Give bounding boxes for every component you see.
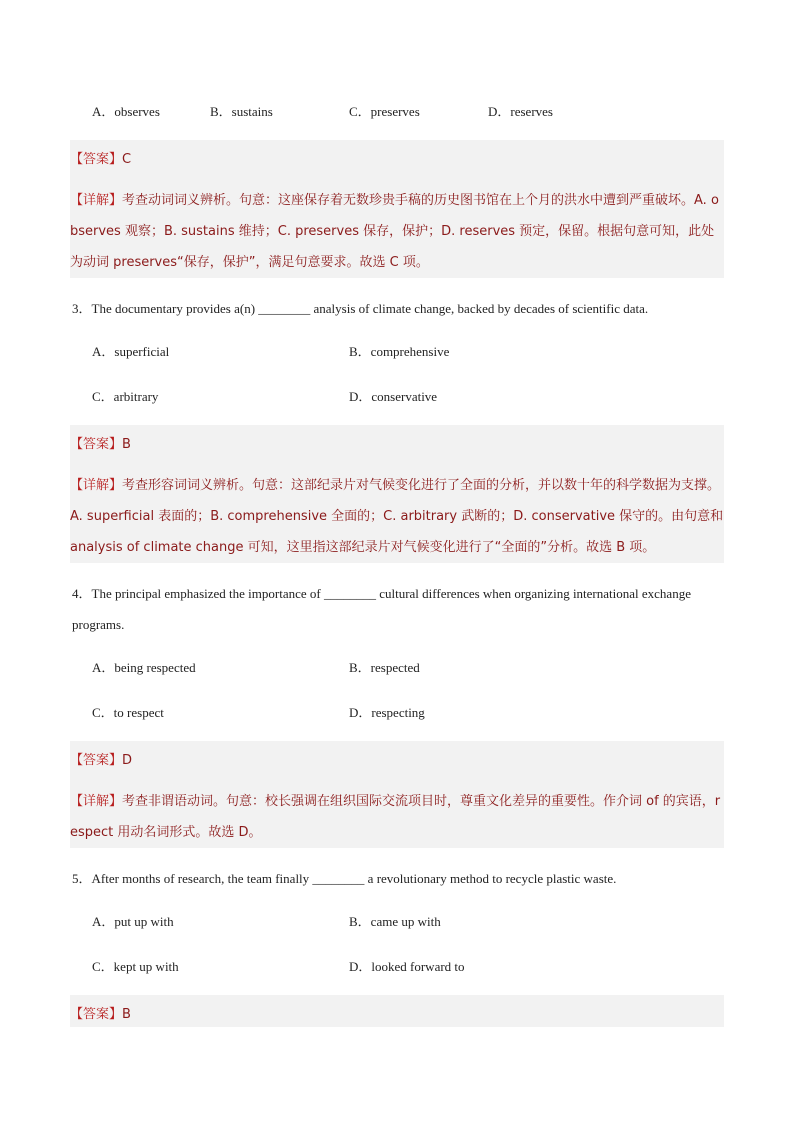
q3-detail-tag: 【详解】 (70, 478, 123, 493)
q3-detail (70, 470, 724, 563)
q5-option-c: C．kept up with (92, 959, 179, 974)
q5-answer-box (70, 995, 724, 1027)
q3-answer (70, 433, 131, 452)
q2-answer-value: C (122, 152, 132, 167)
q4-answer-value: D (122, 753, 133, 768)
q3-answer-value: B (122, 437, 131, 452)
q4-answer-tag: 【答案】 (70, 753, 123, 768)
q3-option-a: A．superficial (92, 344, 170, 359)
q4-option-d: D．respecting (349, 705, 425, 720)
q2-detail-tag: 【详解】 (70, 193, 123, 208)
q4-option-c: C．to respect (92, 705, 164, 720)
q4-answer (70, 749, 132, 768)
q3-option-d: D．conservative (349, 389, 438, 404)
q5-answer-tag: 【答案】 (70, 1007, 123, 1022)
q3-stem: 3．The documentary provides a(n) ________ analysis of climate change, backed by decades of scientific data. (72, 301, 649, 316)
q2-answer-tag: 【答案】 (70, 152, 123, 167)
q5-option-d: D．looked forward to (349, 959, 465, 974)
q2-option-d: D．reserves (488, 104, 553, 119)
q2-option-c: C．preserves (349, 104, 420, 119)
q2-option-a: A．observes (92, 104, 160, 119)
q4-option-a: A．being respected (92, 660, 196, 675)
q2-option-b: B．sustains (210, 104, 273, 119)
q5-option-b: B．came up with (349, 914, 441, 929)
q2-answer (70, 148, 131, 167)
q4-detail-text: 考查非谓语动词。句意：校长强调在组织国际交流项目时，尊重文化差异的重要性。作介词 of 的宾语，respect 用动名词形式。故选 D。 (70, 794, 721, 840)
q4-detail (70, 786, 724, 848)
q2-detail-text: 考查动词词义辨析。句意：这座保存着无数珍贵手稿的历史图书馆在上个月的洪水中遭到严重破坏。A. observes 观察；B. sustains 维持；C. preserves 保存，保护；D. reserves 预定，保留。根据句意可知，此处为动词 preserves“保存，保护”，满足句意要求。故选 C 项。 (70, 193, 719, 270)
q5-answer (70, 1003, 131, 1022)
q4-detail-tag: 【详解】 (70, 794, 123, 809)
q3-answer-tag: 【答案】 (70, 437, 123, 452)
q3-option-b: B．comprehensive (349, 344, 450, 359)
q3-option-c: C．arbitrary (92, 389, 159, 404)
q4-option-b: B．respected (349, 660, 420, 675)
q2-answer-box (70, 140, 724, 278)
q2-detail (70, 185, 724, 278)
q3-answer-box (70, 425, 724, 563)
q4-answer-box (70, 741, 724, 848)
q5-answer-value: B (122, 1007, 131, 1022)
q4-stem: 4．The principal emphasized the importance of ________ cultural differences when organizing international exchange programs. (72, 586, 691, 632)
q5-option-a: A．put up with (92, 914, 174, 929)
q5-stem: 5．After months of research, the team finally ________ a revolutionary method to recycle plastic waste. (72, 871, 617, 886)
q3-detail-text: 考查形容词词义辨析。句意：这部纪录片对气候变化进行了全面的分析，并以数十年的科学数据为支撑。A. superficial 表面的；B. comprehensive 全面的；C. arbitrary 武断的；D. conservative 保守的。由句意和 analysis of climate change 可知，这里指这部纪录片对气候变化进行了“全面的”分析。故选 B 项。 (70, 478, 724, 555)
